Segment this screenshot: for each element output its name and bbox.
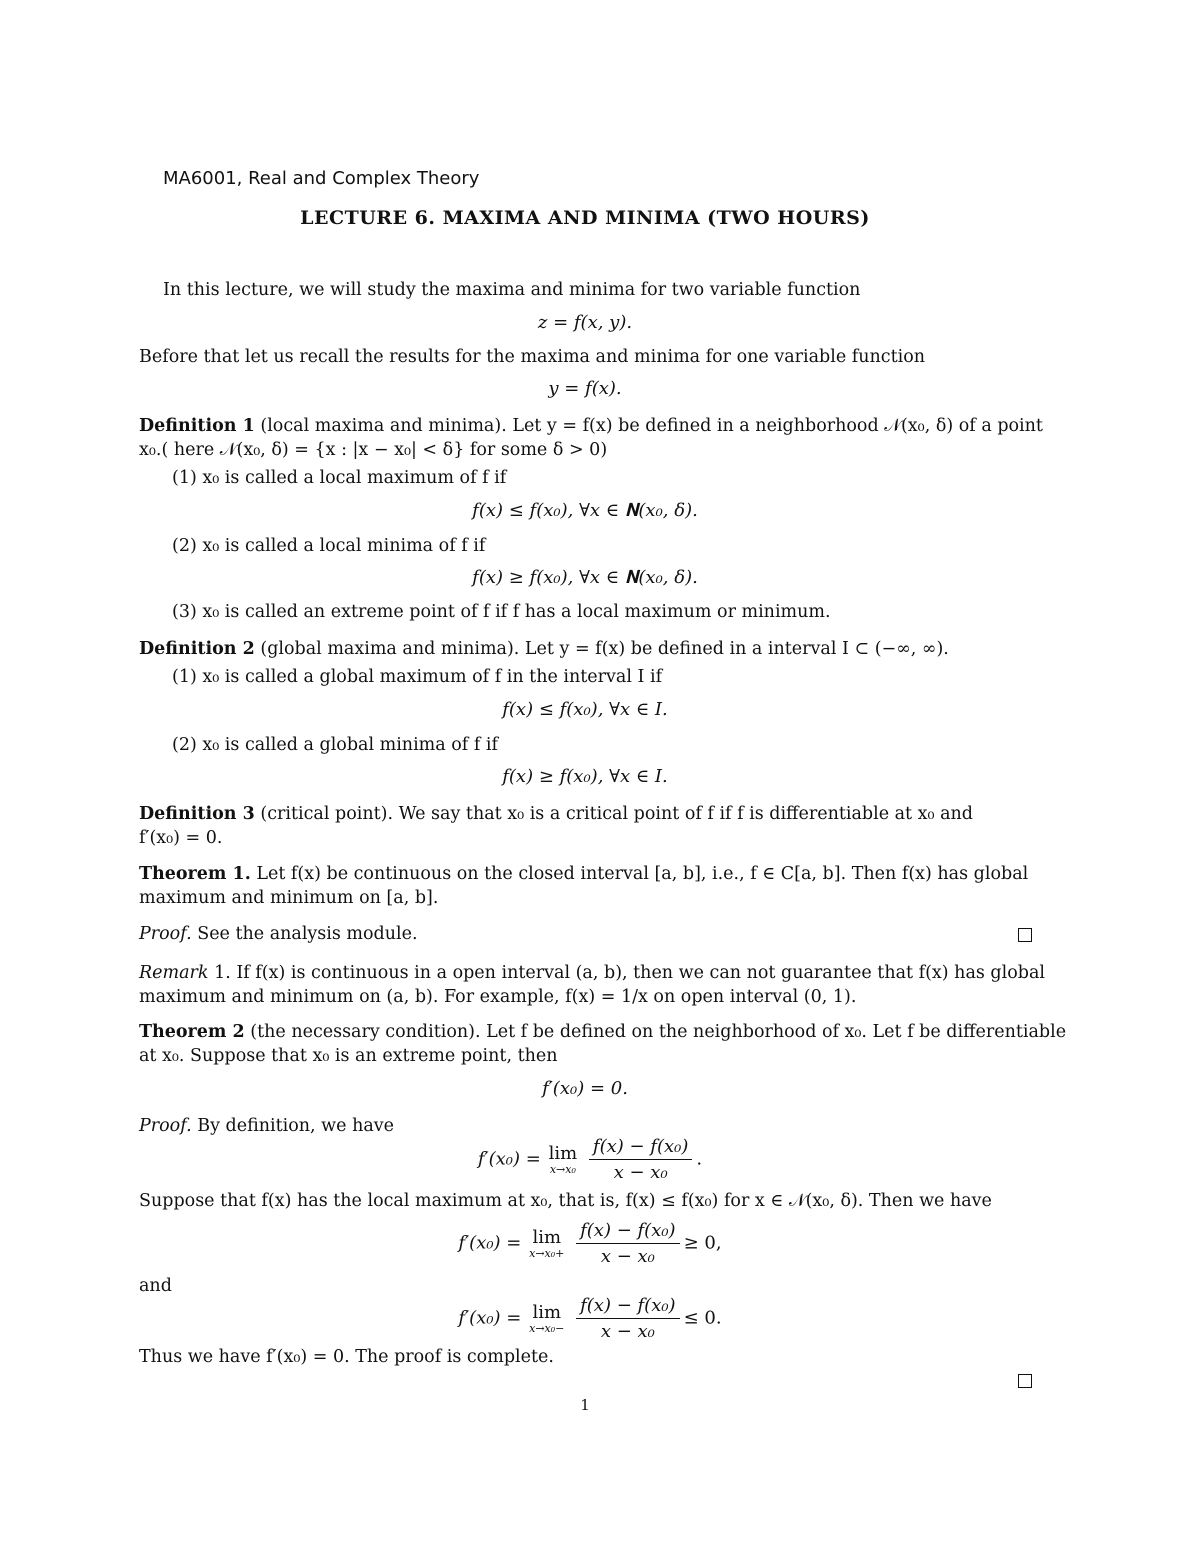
theorem-1-text-2: maximum and minimum on [a, b]. bbox=[139, 888, 439, 908]
fraction-numerator: f(x) − f(x₀) bbox=[576, 1295, 679, 1319]
lim-subscript: x→x₀− bbox=[529, 1322, 565, 1335]
proof-label-2: Proof. bbox=[139, 1116, 192, 1136]
lim-text: lim bbox=[532, 1302, 562, 1323]
remark-text: If f(x) is continuous in a open interval (a, b), then we can not guarantee that f(x) has global bbox=[230, 963, 1045, 983]
theorem-2-text: (the necessary condition). Let f be defined on the neighborhood of x₀. Let f be differentiable bbox=[244, 1022, 1067, 1042]
proof-text-2: By definition, we have bbox=[191, 1116, 395, 1136]
lim-text: lim bbox=[548, 1143, 578, 1164]
definition-2 bbox=[139, 637, 949, 661]
theorem-2-text-2: at x₀. Suppose that x₀ is an extreme point, then bbox=[139, 1046, 558, 1066]
theorem-1-label: Theorem 1. bbox=[139, 864, 251, 884]
course-name: MA6001, Real and Complex Theory bbox=[163, 168, 480, 189]
theorem-1-text: Let f(x) be continuous on the closed interval [a, b], i.e., f ∈ C[a, b]. Then f(x) has global bbox=[250, 864, 1029, 884]
fraction-denominator: x − x₀ bbox=[600, 1246, 655, 1267]
remark-number: 1. bbox=[208, 963, 231, 983]
limit-lhs: f′(x₀) = bbox=[458, 1232, 522, 1254]
fraction bbox=[576, 1295, 679, 1342]
equation-y: y = f(x). bbox=[548, 378, 622, 399]
definition-3 bbox=[139, 802, 973, 826]
intro-text-2: Before that let us recall the results for the maxima and minima for one variable function bbox=[139, 347, 926, 367]
definition-1-item-2: (2) x₀ is called a local minima of f if bbox=[172, 536, 486, 556]
definition-1-item-3: (3) x₀ is called an extreme point of f if f has a local maximum or minimum. bbox=[172, 602, 831, 622]
equation-z: z = f(x, y). bbox=[537, 312, 633, 333]
limit-equation-2 bbox=[0, 1220, 1180, 1267]
limit-tail: ≤ 0. bbox=[683, 1307, 722, 1329]
remark-1 bbox=[139, 961, 1045, 985]
limit-tail: ≥ 0, bbox=[683, 1232, 722, 1254]
fraction-numerator: f(x) − f(x₀) bbox=[589, 1136, 692, 1160]
remark-1-text-2: maximum and minimum on (a, b). For example, f(x) = 1/x on open interval (0, 1). bbox=[139, 987, 857, 1007]
definition-2-label: Definition 2 bbox=[139, 639, 255, 659]
definition-3-text: (critical point). We say that x₀ is a critical point of f if f is differentiable at x₀ and bbox=[254, 804, 974, 824]
qed-square-icon bbox=[1018, 928, 1032, 942]
fraction-numerator: f(x) − f(x₀) bbox=[576, 1220, 679, 1244]
qed-square-icon bbox=[1018, 1374, 1032, 1388]
limit-lhs: f′(x₀) = bbox=[458, 1307, 522, 1329]
proof-label: Proof. bbox=[139, 924, 192, 944]
definition-1 bbox=[139, 414, 1043, 438]
fraction bbox=[576, 1220, 679, 1267]
proof-text: See the analysis module. bbox=[191, 924, 418, 944]
theorem-1-proof bbox=[139, 922, 418, 946]
limit-operator bbox=[549, 1143, 578, 1176]
page-number: 1 bbox=[580, 1396, 590, 1414]
theorem-2-text-3: Suppose that f(x) has the local maximum at x₀, that is, f(x) ≤ f(x₀) for x ∈ 𝒩(x₀, δ). Then we have bbox=[139, 1191, 992, 1211]
theorem-2-eq: f′(x₀) = 0. bbox=[542, 1078, 628, 1099]
lim-subscript: x→x₀+ bbox=[529, 1247, 565, 1260]
lecture-title: LECTURE 6. MAXIMA AND MINIMA (TWO HOURS) bbox=[300, 207, 870, 229]
theorem-2-proof bbox=[139, 1114, 394, 1138]
fraction-denominator: x − x₀ bbox=[600, 1321, 655, 1342]
definition-3-label: Definition 3 bbox=[139, 804, 255, 824]
limit-operator bbox=[529, 1302, 564, 1335]
theorem-2-label: Theorem 2 bbox=[139, 1022, 245, 1042]
theorem-1 bbox=[139, 862, 1028, 886]
definition-2-item-1: (1) x₀ is called a global maximum of f in the interval I if bbox=[172, 667, 663, 687]
limit-tail: . bbox=[696, 1148, 703, 1170]
definition-1-text: (local maxima and minima). Let y = f(x) be defined in a neighborhood 𝒩(x₀, δ) of a point bbox=[254, 416, 1043, 436]
definition-2-item-2: (2) x₀ is called a global minima of f if bbox=[172, 735, 498, 755]
lim-text: lim bbox=[532, 1227, 562, 1248]
remark-label: Remark bbox=[139, 963, 209, 983]
lim-subscript: x→x₀ bbox=[549, 1163, 576, 1176]
limit-operator bbox=[529, 1227, 564, 1260]
fraction bbox=[589, 1136, 692, 1183]
definition-1-eq-2: f(x) ≥ f(x₀), ∀x ∈ 𝐍(x₀, δ). bbox=[472, 567, 698, 588]
conclusion-text: Thus we have f′(x₀) = 0. The proof is complete. bbox=[139, 1347, 554, 1367]
and-text: and bbox=[139, 1276, 172, 1296]
intro-text: In this lecture, we will study the maxima and minima for two variable function bbox=[163, 280, 861, 300]
limit-equation-3 bbox=[0, 1295, 1180, 1342]
definition-3-text-2: f′(x₀) = 0. bbox=[139, 828, 223, 848]
fraction-denominator: x − x₀ bbox=[613, 1162, 668, 1183]
definition-2-eq-2: f(x) ≥ f(x₀), ∀x ∈ I. bbox=[502, 766, 668, 787]
definition-1-text-2: x₀.( here 𝒩(x₀, δ) = {x : |x − x₀| < δ} for some δ > 0) bbox=[139, 440, 608, 460]
definition-1-eq-1: f(x) ≤ f(x₀), ∀x ∈ 𝐍(x₀, δ). bbox=[472, 500, 698, 521]
definition-2-text: (global maxima and minima). Let y = f(x) be defined in a interval I ⊂ (−∞, ∞). bbox=[254, 639, 949, 659]
limit-equation-1 bbox=[0, 1136, 1180, 1183]
theorem-2 bbox=[139, 1020, 1066, 1044]
definition-2-eq-1: f(x) ≤ f(x₀), ∀x ∈ I. bbox=[502, 699, 668, 720]
definition-1-item-1: (1) x₀ is called a local maximum of f if bbox=[172, 468, 507, 488]
definition-1-label: Definition 1 bbox=[139, 416, 255, 436]
limit-lhs: f′(x₀) = bbox=[477, 1148, 541, 1170]
